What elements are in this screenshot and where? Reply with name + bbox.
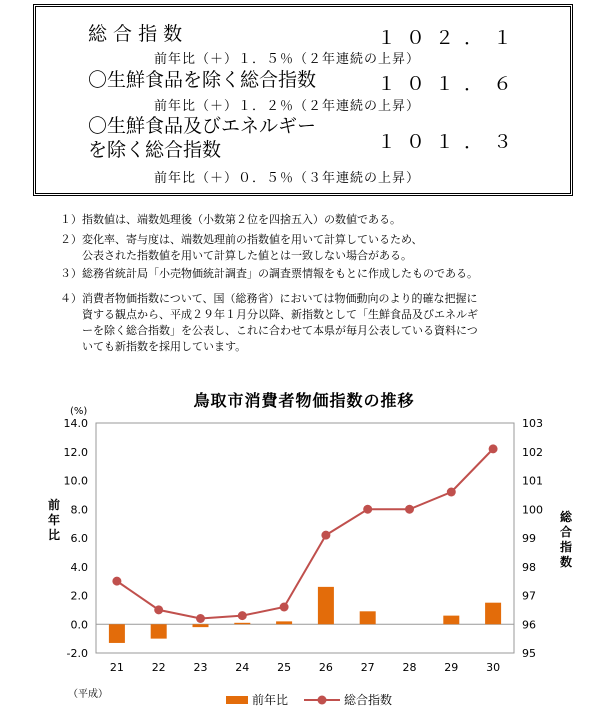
- x-tick-label: 21: [109, 661, 124, 674]
- summary-label-1: 総 合 指 数: [88, 23, 183, 45]
- y-right-tick-label: 97: [522, 589, 536, 603]
- y-left-tick-label: 8.0: [70, 503, 88, 517]
- x-tick-label: 29: [444, 661, 459, 674]
- bar: [276, 621, 292, 624]
- bar: [151, 624, 167, 638]
- summary-label-2: 〇生鮮食品を除く総合指数: [88, 69, 317, 91]
- y-right-tick-label: 100: [522, 503, 543, 517]
- y-right-tick-label: 98: [522, 560, 536, 574]
- x-tick-label: 24: [235, 661, 250, 674]
- chart-title: 鳥取市消費者物価指数の推移: [193, 391, 415, 410]
- y-left-unit: (%): [70, 406, 88, 417]
- y-right-tick-label: 103: [522, 417, 543, 430]
- x-unit-note: （平成）: [68, 689, 108, 700]
- summary-label-3b: を除く総合指数: [88, 139, 222, 161]
- y-left-tick-label: 2.0: [70, 589, 88, 603]
- y-right-tick-label: 96: [522, 618, 536, 632]
- note-text-4: 消費者物価指数について、国（総務省）においては物価動向のより的確な把握に: [82, 292, 478, 305]
- line-point: [154, 605, 163, 614]
- y-right-tick-label: 95: [522, 647, 536, 660]
- bar: [318, 587, 334, 624]
- y-left-label: 前 年 比: [47, 498, 60, 542]
- summary-value-2: １０１．６: [376, 73, 522, 95]
- line-point: [238, 611, 247, 620]
- y-left-tick-label: 6.0: [70, 532, 88, 545]
- bar: [234, 623, 250, 624]
- summary-value-1: １０２．１: [376, 27, 522, 49]
- y-left-tick-label: 4.0: [70, 560, 88, 574]
- note-text-3: 総務省統計局「小売物価統計調査」の調査票情報をもとに作成したものである。: [82, 267, 478, 280]
- note-text-4c: ーを除く総合指数」を公表し、これに合わせて本県が毎月公表している資料につ: [82, 324, 478, 337]
- summary-value-3: １０１．３: [376, 131, 522, 153]
- y-left-tick-label: 14.0: [63, 417, 88, 430]
- bar: [193, 624, 209, 627]
- note-text-4d: いても新指数を採用しています。: [82, 340, 247, 353]
- x-tick-label: 22: [151, 661, 166, 674]
- note-num-4: ４）: [60, 292, 82, 305]
- x-tick-label: 23: [193, 661, 208, 674]
- bar: [443, 616, 459, 625]
- line-point: [196, 614, 205, 623]
- summary-sub-1: 前年比（＋）１．５％（２年連続の上昇）: [154, 52, 421, 67]
- bar: [109, 624, 125, 643]
- summary-sub-2b: 前年比（＋）１．２％（２年連続の上昇）: [154, 99, 421, 114]
- y-right-tick-label: 99: [522, 532, 536, 545]
- note-text-1: 指数値は、端数処理後（小数第２位を四捨五入）の数値である。: [82, 213, 401, 226]
- legend-line-label: 総合指数: [344, 693, 393, 707]
- line-point: [363, 505, 372, 514]
- legend-bar-swatch: [226, 696, 248, 704]
- y-left-tick-label: -2.0: [66, 647, 88, 660]
- bar: [360, 611, 376, 624]
- line-point: [447, 488, 456, 497]
- line-point: [321, 531, 330, 540]
- x-tick-label: 25: [277, 661, 292, 674]
- summary-label-3: 〇生鮮食品及びエネルギー: [88, 115, 317, 137]
- legend-bar-label: 前年比: [252, 693, 289, 707]
- line-point: [405, 505, 414, 514]
- note-text-4b: 資する観点から、平成２９年１月分以降、新指数として「生鮮食品及びエネルギ: [82, 308, 478, 321]
- note-text-2: 変化率、寄与度は、端数処理前の指数値を用いて計算しているため、: [82, 233, 423, 246]
- x-tick-label: 28: [402, 661, 417, 674]
- legend-line-swatch: [304, 694, 340, 706]
- note-num-1: １）: [60, 213, 82, 226]
- line-point: [489, 444, 498, 453]
- summary-sub-3: 前年比（＋）０．５％（３年連続の上昇）: [154, 171, 421, 186]
- line-point: [280, 603, 289, 612]
- y-left-tick-label: 12.0: [63, 445, 88, 459]
- bar: [485, 603, 501, 625]
- y-left-tick-label: 10.0: [63, 474, 88, 488]
- y-left-tick-label: 0.0: [70, 618, 88, 632]
- x-tick-label: 27: [360, 661, 375, 674]
- series-line: [117, 449, 493, 619]
- note-num-3: ３）: [60, 267, 82, 280]
- note-num-2: ２）: [60, 233, 82, 246]
- y-right-tick-label: 101: [522, 474, 543, 488]
- note-text-2b: 公表された指数値を用いて計算した値とは一致しない場合がある。: [82, 249, 412, 262]
- x-tick-label: 30: [486, 661, 501, 674]
- line-point: [112, 577, 121, 586]
- x-tick-label: 26: [318, 661, 333, 674]
- y-right-tick-label: 102: [522, 445, 543, 459]
- y-right-label: 総 合 指 数: [559, 510, 572, 569]
